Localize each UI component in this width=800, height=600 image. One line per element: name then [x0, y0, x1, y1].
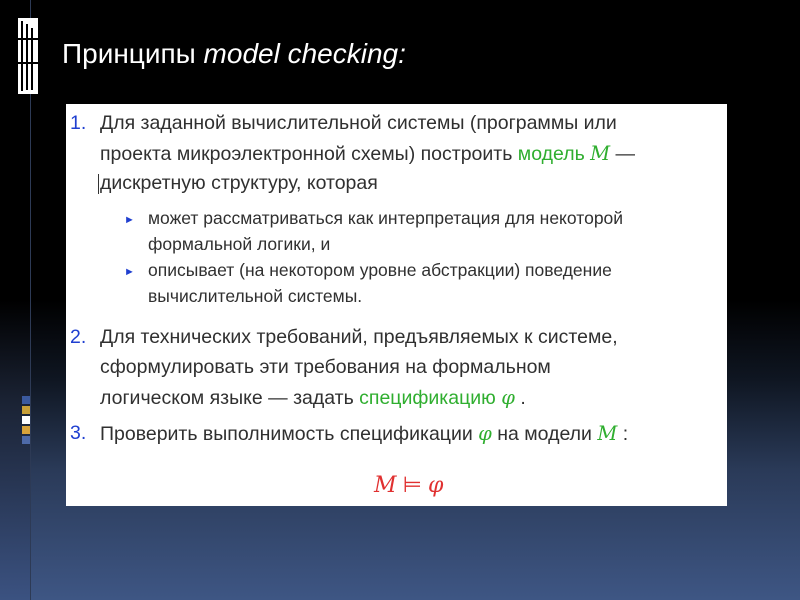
side-color-squares [22, 396, 30, 446]
square-gold [22, 406, 30, 414]
sub-bullet-2-icon: ► [124, 266, 135, 278]
item-3-model-symbol: M [597, 422, 618, 445]
item-2-number: 2. [70, 326, 87, 348]
slide-title [62, 38, 406, 70]
item-1-line-2-text: проекта микроэлектронной схемы) построить [100, 143, 518, 165]
item-2-line-3 [100, 386, 526, 410]
sub-1-line-2: формальной логики, и [148, 234, 331, 254]
formula-model: M [374, 473, 397, 498]
item-3-spec-symbol: φ [478, 422, 492, 445]
item-2-line-2: сформулировать эти требования на формальном [100, 356, 551, 378]
specification-symbol: φ [501, 386, 515, 409]
item-3-line [100, 422, 628, 446]
item-2-period: . [520, 387, 526, 409]
sub-1-line-1: может рассматриваться как интерпретация для некоторой [148, 208, 624, 228]
formula-spec: φ [427, 473, 444, 498]
sub-2-line-2: вычислительной системы. [148, 286, 363, 306]
item-1-line-3: дискретную структуру, которая [100, 172, 378, 194]
item-3-text: Проверить выполнимость спецификации [100, 423, 479, 445]
item-3-colon: : [617, 423, 629, 445]
item-1-number: 1. [70, 112, 87, 134]
title-italic-text: model checking: [203, 38, 406, 69]
specification-word: спецификацию [359, 387, 496, 409]
model-word: модель [517, 143, 585, 165]
item-2-line-1: Для технических требований, предъявляемых к системе, [100, 326, 618, 348]
text-cursor [98, 174, 99, 194]
square-white [22, 416, 30, 424]
title-plain-text: Принципы [62, 38, 204, 69]
square-amber [22, 426, 30, 434]
model-checking-formula [374, 472, 443, 498]
item-1-line-2 [100, 142, 635, 166]
stacked-pages-icon [18, 18, 38, 94]
item-1-line-1: Для заданной вычислительной системы (программы или [100, 112, 617, 134]
formula-satisfies-operator: ⊨ [402, 472, 422, 497]
square-steel [22, 436, 30, 444]
model-symbol: M [590, 142, 611, 165]
sub-bullet-1-icon: ► [124, 214, 135, 226]
item-3-number: 3. [70, 422, 87, 444]
item-3-middle-text: на модели [491, 423, 598, 445]
sub-2-line-1: описывает (на некотором уровне абстракции) поведение [148, 260, 612, 280]
content-card [66, 104, 727, 506]
item-2-line-3-text: логическом языке — задать [100, 387, 360, 409]
item-1-dash: — [610, 143, 636, 165]
square-blue [22, 396, 30, 404]
